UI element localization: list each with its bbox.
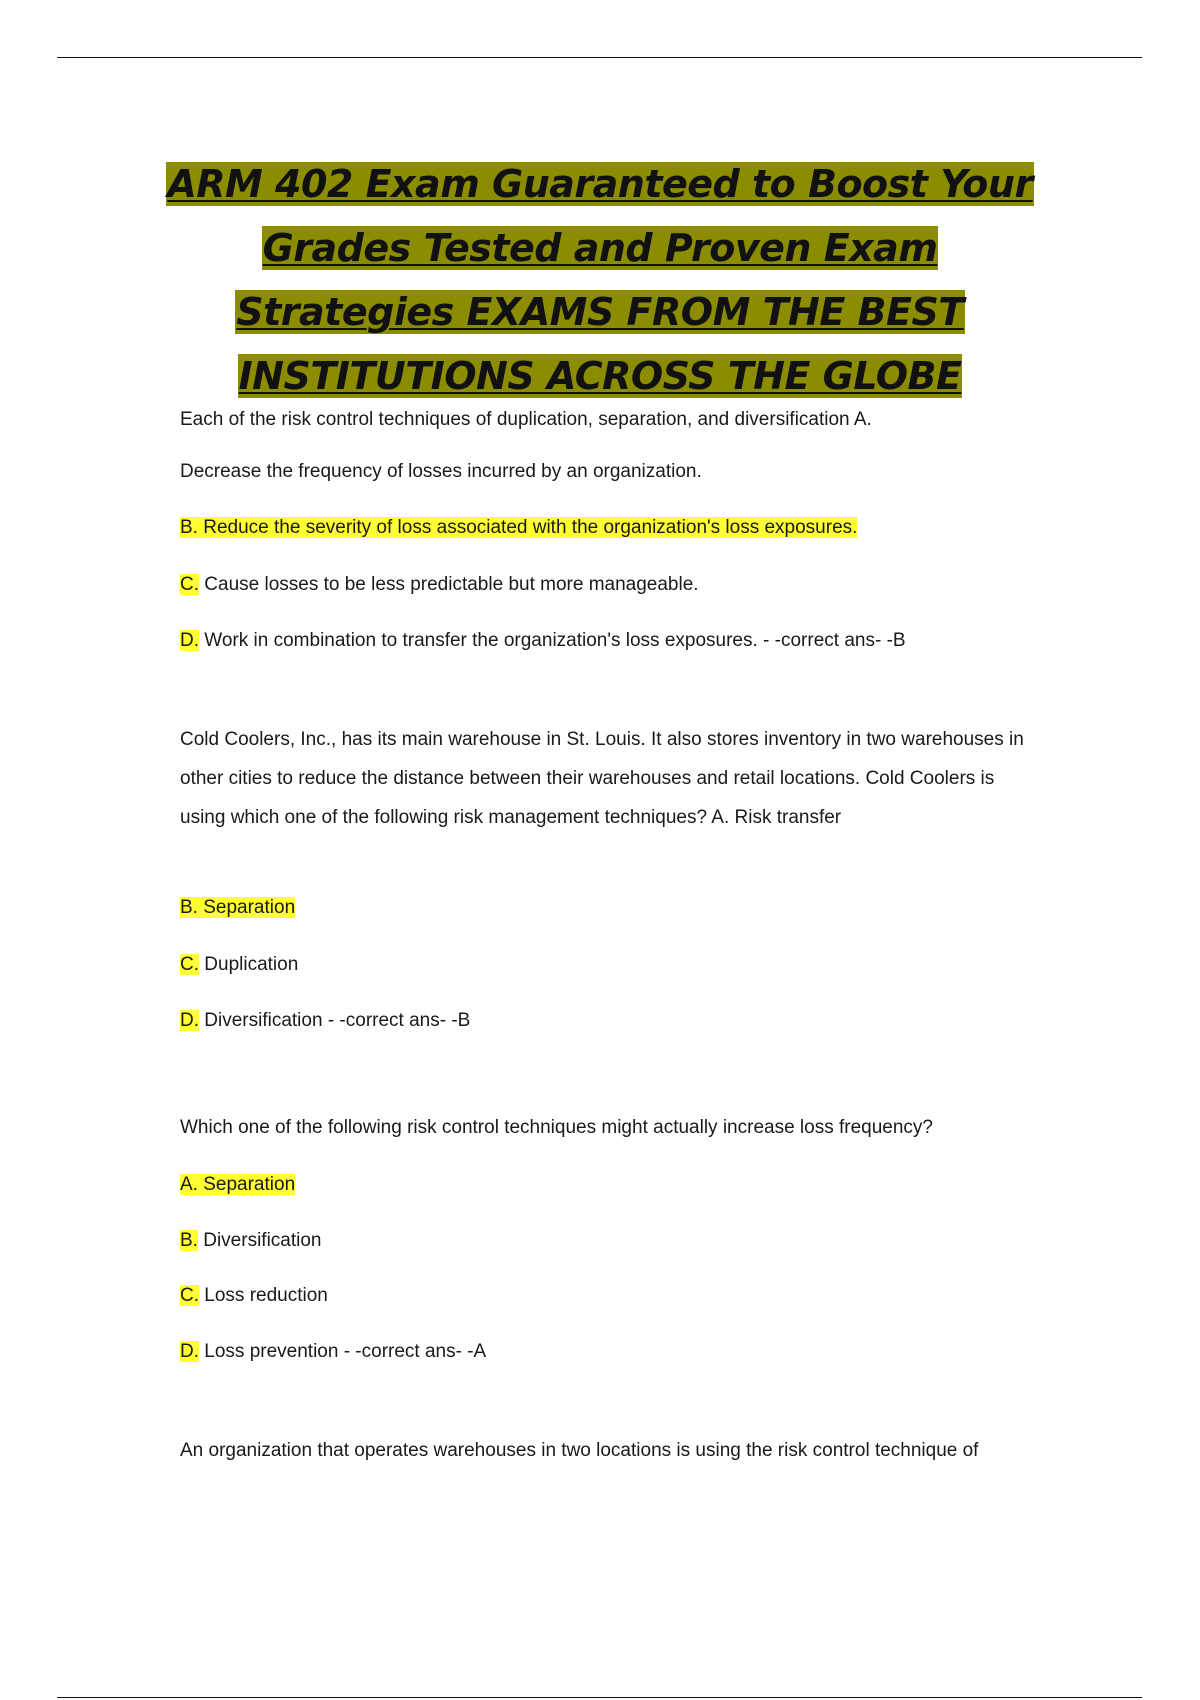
option-letter: B. — [180, 1230, 198, 1251]
question-3-option-d — [180, 1332, 486, 1371]
correct-answer-highlight: B. Separation — [180, 897, 296, 918]
question-2-option-d — [180, 1001, 470, 1040]
title-line: Grades Tested and Proven Exam — [262, 226, 938, 270]
option-letter: D. — [180, 630, 199, 651]
question-1-option-d — [180, 621, 906, 660]
title-line: Strategies EXAMS FROM THE BEST — [236, 290, 964, 334]
question-4-stem: An organization that operates warehouses in two locations is using the risk control technique of — [180, 1440, 979, 1461]
question-2-option-b — [180, 888, 295, 927]
option-text: Loss prevention - -correct ans- -A — [199, 1341, 487, 1362]
option-text: Duplication — [199, 954, 299, 975]
question-3-option-b — [180, 1221, 322, 1260]
option-letter: C. — [180, 1285, 199, 1306]
question-2-option-c — [180, 945, 298, 984]
title-line: INSTITUTIONS ACROSS THE GLOBE — [238, 354, 962, 398]
option-text: Diversification — [197, 1230, 322, 1251]
option-letter: C. — [180, 954, 199, 975]
title-line: ARM 402 Exam Guaranteed to Boost Your — [167, 162, 1033, 206]
question-1-option-b — [180, 508, 857, 547]
question-3-option-c — [180, 1276, 328, 1315]
question-2-stem: Cold Coolers, Inc., has its main warehouse in St. Louis. It also stores inventory in two warehouses in other cities to reduce the distance between their warehouses and retail locations. Cold Coolers is using which one of the following risk management techniques? A. Risk transfer — [180, 729, 1024, 828]
option-letter: D. — [180, 1010, 199, 1031]
option-text: Cause losses to be less predictable but more manageable. — [199, 574, 699, 595]
bottom-rule — [57, 1697, 1142, 1698]
option-text: Loss reduction — [199, 1285, 328, 1306]
question-1-option-c — [180, 565, 699, 604]
option-text: Diversification - -correct ans- -B — [199, 1010, 471, 1031]
option-letter: D. — [180, 1341, 199, 1362]
option-text: Work in combination to transfer the organization's loss exposures. - -correct ans- -B — [199, 630, 906, 651]
question-3-option-a — [180, 1165, 295, 1204]
correct-answer-highlight: B. Reduce the severity of loss associated with the organization's loss exposures. — [180, 517, 858, 538]
question-3-stem: Which one of the following risk control techniques might actually increase loss frequency? — [180, 1117, 933, 1138]
option-letter: C. — [180, 574, 199, 595]
correct-answer-highlight: A. Separation — [180, 1174, 296, 1195]
question-1-option-a: Decrease the frequency of losses incurred by an organization. — [180, 461, 702, 482]
question-1-stem: Each of the risk control techniques of duplication, separation, and diversification A. — [180, 409, 872, 430]
document-title — [120, 152, 1080, 408]
top-rule — [57, 57, 1142, 58]
